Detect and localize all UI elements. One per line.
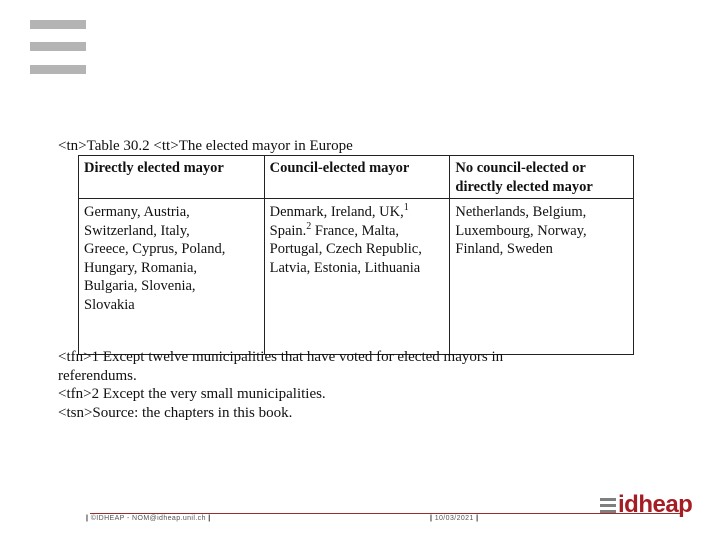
cell-directly-elected: Germany, Austria, Switzerland, Italy, Greece, Cyprus, Poland, Hungary, Romania, Bulgaria, Slovenia, Slovakia [79,199,265,355]
footnote-1: <tfn>1 Except twelve municipalities that have voted for elected mayors in [58,349,504,365]
header-council-elected: Council-elected mayor [264,156,450,199]
table-caption: <tn>Table 30.2 <tt>The elected mayor in Europe [58,138,353,154]
header-no-elected: No council-elected or directly elected mayor [450,156,634,199]
footnote-1-cont: referendums. [58,367,137,384]
table-row [79,199,634,355]
header-directly-elected: Directly elected mayor [79,156,265,199]
table-header-row [79,156,634,199]
source-note: <tsn>Source: the chapters in this book. [58,404,293,421]
cell-council-elected: Denmark, Ireland, UK,$^1$ Spain.$^2$ France, Malta, Portugal, Czech Republic, Latvia, Estonia, Lithuania [264,199,450,355]
footer-divider [90,513,682,514]
idheap-logo: idheap [600,494,690,520]
footer-contact: | ©IDHEAP - NOM@idheap.unil.ch | [86,515,211,522]
table-notes [58,348,503,422]
footer-date: | 10/03/2021 | [430,515,479,522]
footnote-marker-1: 1 [403,202,409,214]
menu-icon[interactable] [30,20,86,76]
elected-mayor-table [78,155,634,355]
logo-bars-icon [600,498,616,514]
cell-no-elected: Netherlands, Belgium, Luxembourg, Norway, Finland, Sweden [450,199,634,355]
footnote-marker-2: 2 [306,220,312,232]
footnote-2: <tfn>2 Except the very small municipalities. [58,386,326,402]
